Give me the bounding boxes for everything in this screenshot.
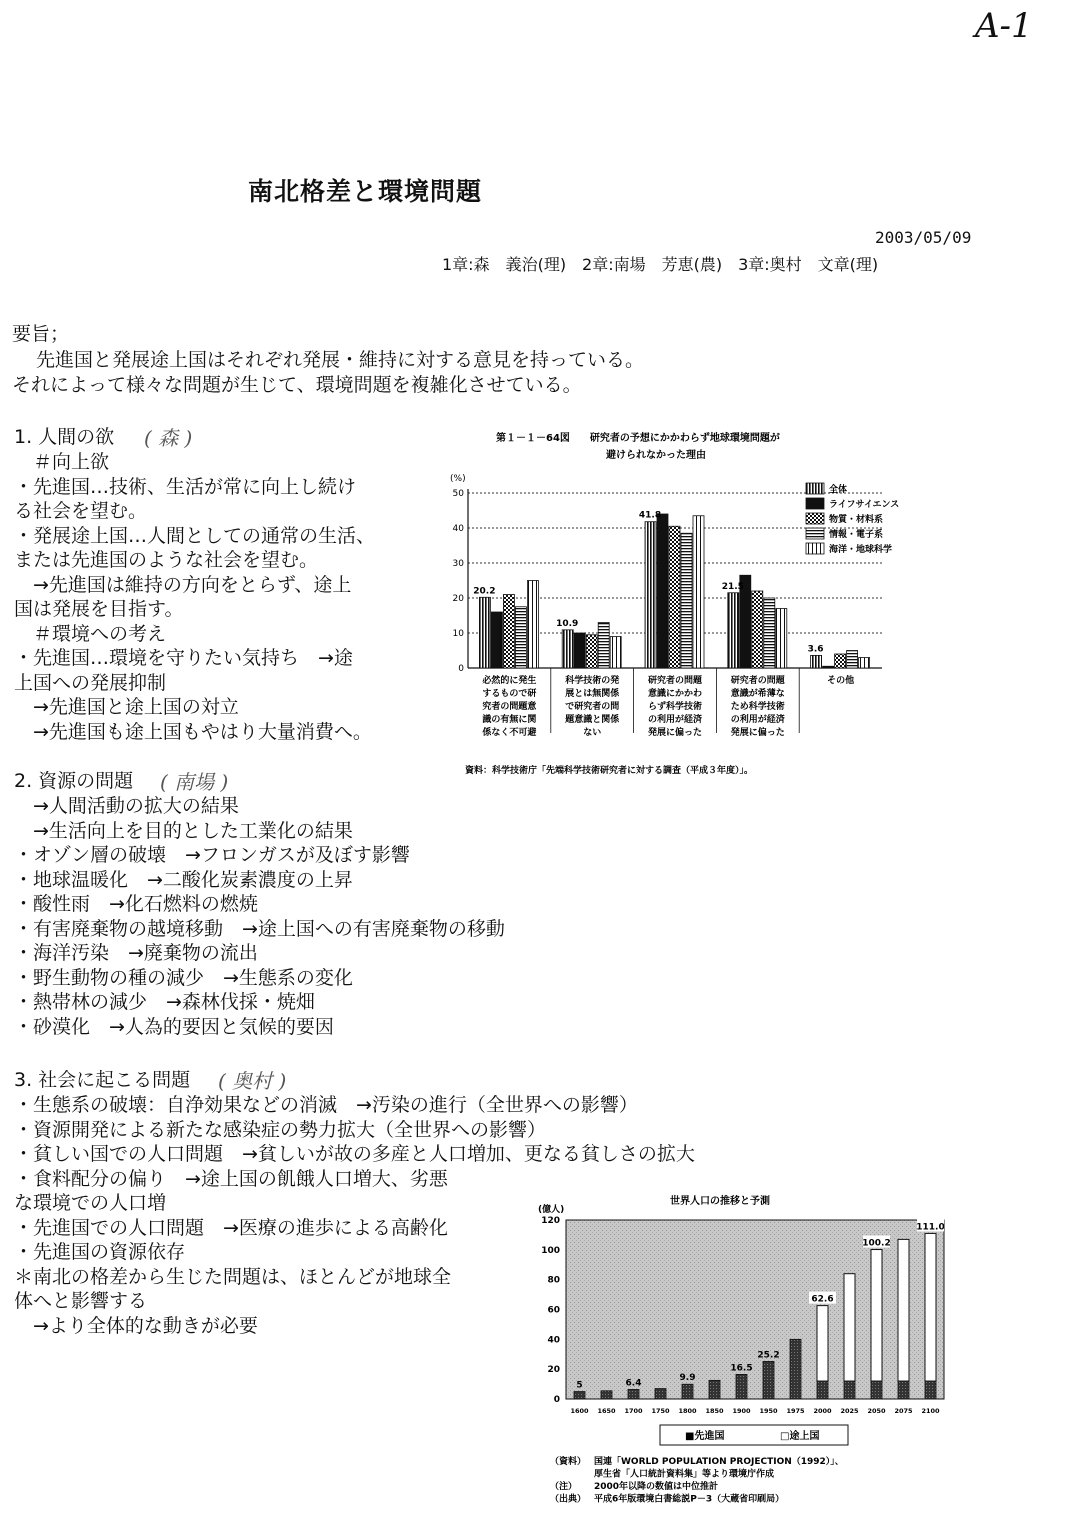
- text-line: ・発展途上国…人間としての通常の生活、: [14, 524, 376, 547]
- legend-label: ライフサイエンス: [829, 500, 900, 510]
- x-tick-label: 題意識と関係: [565, 715, 620, 725]
- bar: [515, 607, 526, 668]
- section3-handwritten-note: ( 奥村 ): [218, 1069, 287, 1093]
- bar-developing: [844, 1274, 855, 1381]
- text-line: ・先進国の資源依存: [14, 1241, 186, 1263]
- data-label: 6.4: [625, 1378, 642, 1389]
- document-mark: A-1: [975, 6, 1033, 46]
- text-line: ＃向上欲: [14, 451, 110, 473]
- data-label: 62.6: [811, 1294, 834, 1305]
- section2-body: [14, 794, 505, 1039]
- bar: [859, 658, 870, 669]
- legend-label: □途上国: [780, 1431, 820, 1442]
- y-tick-label: 100: [541, 1245, 560, 1256]
- text-line: ＊南北の格差から生じた問題は、ほとんどが地球全: [14, 1265, 452, 1288]
- legend-swatch: [806, 513, 824, 524]
- bar: [479, 597, 490, 668]
- legend-label: ■先進国: [685, 1431, 725, 1442]
- bar-developed: [844, 1381, 855, 1399]
- data-label: 9.9: [679, 1373, 696, 1384]
- x-tick-label: 意識にかかわ: [647, 689, 703, 699]
- text-line: ・有害廃棄物の越境移動 →途上国への有害廃棄物の移動: [14, 917, 505, 940]
- x-tick-label: 1850: [705, 1407, 724, 1415]
- x-tick-label: 2000: [813, 1407, 832, 1415]
- x-tick-label: の利用が経済: [647, 715, 703, 725]
- bar-developing: [817, 1306, 828, 1381]
- text-line: ・酸性雨 →化石燃料の燃焼: [14, 893, 258, 915]
- note-tag: （出典）: [550, 1494, 587, 1505]
- bar-developing: [871, 1250, 882, 1382]
- text-line: ・先進国…技術、生活が常に向上し続け: [14, 475, 357, 498]
- text-line: ・海洋汚染 →廃棄物の流出: [14, 942, 258, 964]
- research-survey-bar-chart: [440, 425, 940, 785]
- x-tick-label: 1800: [678, 1407, 697, 1415]
- bar: [811, 655, 822, 668]
- bar-developed: [898, 1381, 909, 1399]
- y-tick-label: 50: [452, 489, 464, 499]
- summary-line-1: 先進国と発展途上国はそれぞれ発展・維持に対する意見を持っている。: [36, 349, 645, 371]
- data-label: 41.8: [638, 510, 662, 521]
- x-tick-label: で研究者の問: [565, 702, 620, 712]
- x-tick-label: 研究者の問題: [730, 676, 785, 686]
- data-label: 111.0: [916, 1222, 945, 1233]
- bar-developed: [682, 1384, 693, 1399]
- summary-heading: 要旨；: [12, 323, 70, 345]
- bar: [728, 593, 739, 668]
- x-tick-label: 研究者の問題: [647, 676, 703, 686]
- text-line: →より全体的な動きが必要: [14, 1314, 258, 1337]
- x-tick-label: 展とは無関係: [565, 689, 620, 699]
- text-line: →先進国と途上国の対立: [14, 696, 239, 718]
- x-tick-label: 2050: [867, 1407, 886, 1415]
- x-tick-label: らず科学技術: [647, 702, 703, 712]
- text-line: ・地球温暖化 →二酸化炭素濃度の上昇: [14, 868, 353, 891]
- note-text: 厚生省「人口統計資料集」等より環境庁作成: [594, 1469, 775, 1480]
- x-tick-label: 意識が希薄な: [730, 689, 785, 699]
- x-tick-label: 2075: [894, 1407, 913, 1415]
- text-line: な環境での人口増: [14, 1192, 167, 1214]
- note-tag: （注）: [550, 1482, 578, 1492]
- text-line: ＃環境への考え: [14, 622, 167, 645]
- authors-line: 1章:森 義治(理) 2章:南場 芳恵(農) 3章:奥村 文章(理): [442, 255, 879, 274]
- bar: [574, 633, 585, 668]
- section1-heading: 1. 人間の欲: [14, 426, 115, 448]
- text-line: る社会を望む。: [14, 500, 148, 522]
- section3-heading: 3. 社会に起こる問題: [14, 1069, 191, 1091]
- note-tag: （資料）: [550, 1457, 587, 1467]
- legend-label: 物質・材料系: [829, 515, 884, 525]
- x-tick-label: の利用が経済: [730, 715, 785, 725]
- x-tick-label: 1950: [759, 1407, 778, 1415]
- x-tick-label: 識の有無に関: [482, 715, 537, 725]
- x-tick-label: その他: [827, 676, 855, 686]
- bar: [598, 623, 609, 669]
- text-line: ・貧しい国での人口問題 →貧しいが故の多産と人口増加、更なる貧しさの拡大: [14, 1143, 695, 1165]
- bar: [669, 526, 680, 668]
- x-tick-label: ない: [583, 728, 602, 738]
- bar-developed: [601, 1391, 612, 1399]
- legend-swatch: [806, 498, 824, 509]
- chart1-title-line2: 避けられなかった理由: [606, 450, 706, 461]
- text-line: ・砂漠化 →人為的要因と気候的要因: [14, 1015, 334, 1038]
- text-line: 体へと影響する: [14, 1290, 148, 1312]
- bar: [657, 514, 668, 668]
- summary-line-2: それによって様々な問題が生じて、環境問題を複雑化させている。: [12, 374, 582, 396]
- x-tick-label: 1975: [786, 1407, 805, 1415]
- x-tick-label: 必然的に発生: [482, 676, 537, 686]
- text-line: →先進国は維持の方向をとらず、途上: [14, 573, 352, 596]
- legend-swatch: [806, 483, 824, 494]
- bar-developed: [790, 1339, 801, 1399]
- legend-swatch: [806, 528, 824, 539]
- text-line: 国は発展を目指す。: [14, 598, 184, 620]
- x-tick-label: 1700: [624, 1407, 643, 1415]
- data-label: 25.2: [757, 1350, 780, 1361]
- chart1-source: 資料：科学技術庁「先端科学技術研究者に対する調査（平成３年度）」。: [465, 766, 754, 776]
- y-tick-label: 0: [553, 1395, 560, 1405]
- x-tick-label: 究者の問題意: [482, 702, 537, 712]
- chart1-ylabel: (%): [450, 474, 466, 484]
- bar-developing: [925, 1233, 936, 1381]
- x-tick-label: 2100: [921, 1407, 940, 1415]
- bar: [752, 591, 763, 668]
- y-tick-label: 40: [452, 524, 464, 534]
- bar: [823, 666, 834, 668]
- bar: [586, 635, 597, 668]
- x-tick-label: 1650: [597, 1407, 616, 1415]
- y-tick-label: 20: [547, 1365, 560, 1376]
- x-tick-label: 発展に偏った: [730, 728, 785, 738]
- x-tick-label: 2025: [840, 1407, 859, 1415]
- data-label: 5: [576, 1380, 583, 1391]
- bar: [527, 581, 538, 669]
- text-line: ・食料配分の偏り →途上国の飢餓人口増大、劣悪: [14, 1167, 448, 1190]
- bar-developed: [628, 1389, 639, 1399]
- section2-handwritten-note: ( 南場 ): [160, 770, 229, 794]
- bar: [491, 612, 502, 668]
- page-title: 南北格差と環境問題: [248, 177, 483, 206]
- y-tick-label: 80: [547, 1275, 560, 1286]
- x-tick-label: するもので研: [482, 689, 537, 699]
- y-tick-label: 30: [452, 559, 464, 569]
- bar-developed: [574, 1392, 585, 1399]
- document-date: 2003/05/09: [875, 228, 972, 247]
- bar: [503, 595, 514, 669]
- text-line: ・オゾン層の破壊 →フロンガスが及ぼす影響: [14, 844, 410, 866]
- text-line: または先進国のような社会を望む。: [14, 549, 319, 571]
- text-line: →先進国も途上国もやはり大量消費へ。: [14, 720, 372, 743]
- bar: [610, 637, 621, 669]
- bar-developed: [709, 1380, 720, 1399]
- data-label: 16.5: [730, 1363, 753, 1374]
- text-line: ・生態系の破壊：自浄効果などの消滅 →汚染の進行（全世界への影響）: [14, 1094, 638, 1116]
- data-label: 100.2: [862, 1238, 891, 1249]
- y-tick-label: 40: [547, 1335, 560, 1346]
- bar: [681, 533, 692, 668]
- bar-developed: [763, 1361, 774, 1399]
- data-label: 20.2: [473, 586, 496, 597]
- bar: [776, 609, 787, 669]
- x-tick-label: 1600: [570, 1407, 589, 1415]
- x-tick-label: ため科学技術: [730, 702, 785, 712]
- chart2-title: 世界人口の推移と予測: [670, 1196, 770, 1207]
- bar: [764, 598, 775, 668]
- bar-developed: [655, 1389, 666, 1399]
- section2-heading: 2. 資源の問題: [14, 770, 134, 792]
- note-text: 平成6年版環境白書総説P－3（大蔵省印刷局）: [594, 1494, 785, 1505]
- text-line: ・先進国…環境を守りたい気持ち →途: [14, 647, 353, 669]
- text-line: ・資源開発による新たな感染症の勢力拡大（全世界への影響）: [14, 1118, 547, 1141]
- bar: [645, 522, 656, 668]
- legend-label: 全体: [829, 485, 848, 495]
- bar: [562, 630, 573, 668]
- section1-body: [14, 450, 375, 744]
- x-tick-label: 1750: [651, 1407, 670, 1415]
- bar-developing: [898, 1239, 909, 1381]
- text-line: 上国への発展抑制: [14, 671, 167, 694]
- x-tick-label: 発展に偏った: [647, 728, 703, 738]
- bar: [847, 651, 858, 669]
- x-tick-label: 科学技術の発: [565, 676, 620, 686]
- data-label: 3.6: [807, 644, 824, 655]
- y-tick-label: 60: [547, 1305, 560, 1316]
- text-line: ・先進国での人口問題 →医療の進歩による高齢化: [14, 1216, 448, 1239]
- note-text: 国連「WORLD POPULATION PROJECTION（1992）」、: [594, 1457, 844, 1467]
- section1-handwritten-note: ( 森 ): [144, 426, 193, 450]
- text-line: ・熱帯林の減少 →森林伐採・焼畑: [14, 991, 315, 1013]
- data-label: 21.5: [721, 581, 744, 592]
- y-tick-label: 0: [458, 664, 464, 674]
- y-tick-label: 10: [452, 629, 464, 639]
- text-line: ・野生動物の種の減少 →生態系の変化: [14, 966, 353, 989]
- legend-swatch: [806, 543, 824, 554]
- bar-developed: [871, 1381, 882, 1399]
- world-population-bar-chart: [530, 1190, 950, 1520]
- legend-label: 海洋・地球科学: [829, 545, 893, 555]
- bar-developed: [736, 1374, 747, 1399]
- bar: [693, 516, 704, 668]
- chart1-title: 第１－１－64図 研究者の予想にかかわらず地球環境問題が: [496, 433, 780, 444]
- bar-developed: [817, 1381, 828, 1399]
- data-label: 10.9: [556, 618, 579, 629]
- text-line: →生活向上を目的とした工業化の結果: [14, 819, 353, 842]
- y-tick-label: 20: [452, 594, 464, 604]
- text-line: →人間活動の拡大の結果: [14, 795, 239, 817]
- x-tick-label: 係なく不可避: [482, 728, 537, 738]
- y-tick-label: 120: [541, 1216, 560, 1226]
- legend-label: 情報・電子系: [829, 530, 884, 540]
- chart2-ylabel: (億人): [538, 1205, 565, 1215]
- x-tick-label: 1900: [732, 1407, 751, 1415]
- note-text: 2000年以降の数値は中位推計: [594, 1482, 719, 1492]
- bar: [835, 654, 846, 668]
- bar-developed: [925, 1381, 936, 1399]
